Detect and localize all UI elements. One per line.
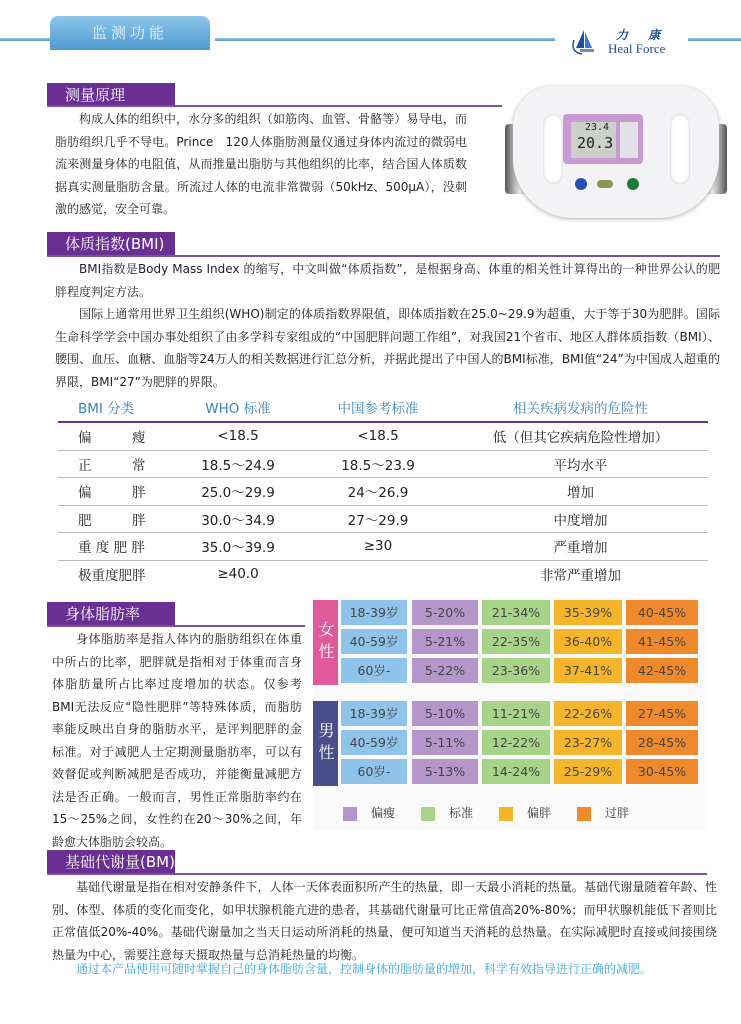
bmi-cell: 正 常 [78,457,146,474]
bmi-cell: 偏 瘦 [78,430,146,447]
bmi-table-row [58,478,708,506]
fat-range-cell: 23-27% [554,730,622,755]
age-group-cell: 60岁- [341,759,407,784]
body-fat-monitor-image [505,84,727,224]
female-label: 女性 [313,600,338,685]
sail-logo-icon [570,28,600,56]
legend-item [421,804,473,821]
legend-item [343,804,395,821]
section-divider [47,105,502,107]
bmi-cell: 肥 胖 [78,512,146,529]
display-top-value: 23.4 [585,122,610,133]
legend-item [499,804,551,821]
bm-highlight: 通过本产品使用可随时掌握自己的身体脂肪含量，控制身体的脂肪量的增加，科学有效指导进行正确的减肥。 [76,962,653,976]
bm-text: 基础代谢量是指在相对安静条件下，人体一天体表面积所产生的热量，即一天最小消耗的热量。基础代谢量随着年龄、性别、体型、体质的变化而变化，如甲状腺机能亢进的患者，其基础代谢量可比正常值高20%-80%；而甲状腺机能低下者则比正常值低20%-40%。基础代谢量加之当天日运动所消耗的热量，便可知道当天消耗的总热量。在实际减肥时直接或间接围绕热量为中心，需要注意每天摄取热量与总消耗热量的均衡。 [52,880,717,962]
header-line-mid [215,38,555,41]
col-risk: 相关疾病发病的危险性 [513,401,648,417]
female-fat-row [341,629,698,654]
age-group-cell: 60岁- [341,658,407,683]
female-fat-row [341,600,698,625]
fat-range-cell: 21-34% [482,600,550,625]
logo-english: Heal Force [608,41,666,56]
bmi-cell: <18.5 [357,428,399,445]
legend-label: 偏胖 [527,806,552,820]
legend-label: 偏瘦 [371,806,396,820]
fat-range-cell: 22-26% [554,701,622,726]
female-fat-row [341,658,698,683]
fat-range-cell: 12-22% [482,730,550,755]
bmi-cell: ≥40.0 [217,566,259,583]
bmi-text-1: BMI指数是Body Mass Index 的缩写，中文叫做“体质指数”，是根据身高、体重的相关性计算得出的一种世界公认的肥胖程度判定方法。 [55,262,720,299]
bmi-cell: 25.0～29.9 [201,485,275,502]
fat-range-cell: 5-11% [412,730,478,755]
device-button-left [575,178,587,190]
col-who: WHO 标准 [205,401,271,417]
section-divider [47,873,707,875]
bmi-table-row [58,451,708,479]
brand-logo [570,26,680,58]
section-title-principle: 测量原理 [47,83,175,107]
fat-range-cell: 5-10% [412,701,478,726]
principle-text: 构成人体的组织中，水分多的组织（如筋肉、血管、骨骼等）易导电，而脂肪组织几乎不导电。Prince 120人体脂肪测量仪通过身体内流过的微弱电流来测量身体的电阻值，从而推量出脂肪与其他组织的比率，结合国人体质数据真实测量脂肪含量。所流过人体的电流非常微弱（50kHz、500μA），没刺激的感觉，安全可靠。 [55,112,467,216]
body-fat-text: 身体脂肪率是指人体内的脂肪组织在体重中所占的比率，肥胖就是指相对于体重而言身体脂肪量所占比率过度增加的状态。仅参考BMI无法反应“隐性肥胖”等特殊体质，而脂肪率能反映出自身的脂肪水平，是评判肥胖的金标准。对于减肥人士定期测量脂肪率，可以有效督促或判断减肥是否成功，并能衡量减肥方法是否正确。一般而言，男性正常脂肪率约在15～25%之间，女性约在20～30%之间，年龄愈大体脂肪会较高。 [52,632,302,849]
bmi-cell: <18.5 [217,428,259,445]
fat-range-cell: 5-22% [412,658,478,683]
age-group-cell: 18-39岁 [341,701,407,726]
bmi-cell: 重 度 肥 胖 [78,540,145,557]
fat-range-cell: 11-21% [482,701,550,726]
age-group-cell: 40-59岁 [341,629,407,654]
fat-range-cell: 23-36% [482,658,550,683]
bmi-table [58,393,708,588]
bmi-cell: 27～29.9 [347,512,409,529]
bmi-table-row [58,533,708,561]
section-divider [47,625,305,627]
section-title-bmi: 体质指数(BMI) [47,232,175,256]
bmi-cell: 严重增加 [553,540,608,557]
fat-range-cell: 5-21% [412,629,478,654]
legend-item [577,804,629,821]
fat-range-cell: 41-45% [626,629,698,654]
legend-swatch [499,807,513,821]
legend [343,804,629,821]
bmi-table-row [58,506,708,534]
age-group-cell: 18-39岁 [341,600,407,625]
col-china: 中国参考标准 [337,401,419,417]
body-fat-chart [313,598,705,830]
legend-label: 标准 [449,806,474,820]
fat-range-cell: 27-45% [626,701,698,726]
bmi-cell: 中度增加 [553,512,608,529]
section-divider [47,255,720,257]
fat-range-cell: 5-20% [412,600,478,625]
legend-swatch [421,807,435,821]
legend-swatch [577,807,591,821]
device-button-center [597,180,613,188]
logo-chinese: 力 康 [616,28,669,42]
male-fat-row [341,759,698,784]
fat-range-cell: 37-41% [554,658,622,683]
fat-range-cell: 42-45% [626,658,698,683]
bmi-cell: 18.5～23.9 [341,457,415,474]
bmi-table-row [58,561,708,589]
bmi-cell: 增加 [567,485,594,502]
header-line-right [688,38,741,41]
bmi-table-header [58,393,708,423]
display-main-value: 20.3 [577,134,614,152]
bmi-cell: 30.0～34.9 [201,512,275,529]
fat-range-cell: 40-45% [626,600,698,625]
fat-range-cell: 30-45% [626,759,698,784]
fat-range-cell: 25-29% [554,759,622,784]
bmi-cell: 低（但其它疾病危险性增加） [492,430,669,447]
fat-range-cell: 36-40% [554,629,622,654]
bmi-cell: 非常严重增加 [540,568,621,585]
male-fat-row [341,730,698,755]
fat-range-cell: 22-35% [482,629,550,654]
device-button-right [627,178,639,190]
male-label: 男性 [313,701,338,786]
section-title-bm: 基础代谢量(BM) [47,850,175,874]
col-bmi-class: BMI 分类 [78,401,135,417]
fat-range-cell: 14-24% [482,759,550,784]
male-fat-row [341,701,698,726]
legend-label: 过胖 [605,806,630,820]
fat-range-cell: 5-13% [412,759,478,784]
bmi-cell: 平均水平 [553,457,608,474]
bmi-cell: 24～26.9 [347,485,409,502]
legend-swatch [343,807,357,821]
bmi-table-row [58,423,708,451]
bmi-cell: 偏 胖 [78,485,146,502]
bmi-text-2: 国际上通常用世界卫生组织(WHO)制定的体质指数界限值，即体质指数在25.0~29.9为超重，大于等于30为肥胖。国际生命科学学会中国办事处组织了由多学科专家组成的“中国肥胖问题工作组”，对我国21个省市、地区人群体质指数（BMI）、腰围、血压、血糖、血脂等24万人的相关数据进行汇总分析，并据此提出了中国人的BMI标准，BMI值“24”为中国成人超重的界限，BMI“27”为肥胖的界限。 [55,307,720,389]
fat-range-cell: 35-39% [554,600,622,625]
age-group-cell: 40-59岁 [341,730,407,755]
bmi-cell: 极重度肥胖 [78,568,146,585]
section-title-body-fat: 身体脂肪率 [47,602,175,626]
bmi-cell: 18.5～24.9 [201,457,275,474]
bmi-cell: 35.0～39.9 [201,540,275,557]
fat-range-cell: 28-45% [626,730,698,755]
section-tab-monitoring: 监测功能 [50,16,210,50]
bmi-cell: ≥30 [363,538,393,555]
